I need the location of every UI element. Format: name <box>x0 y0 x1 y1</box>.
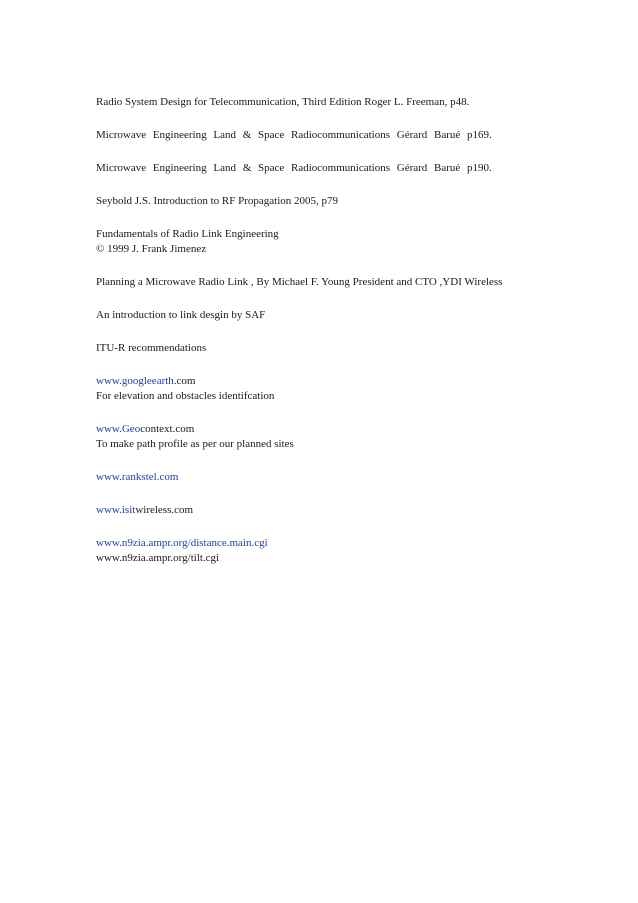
reference-freeman: Radio System Design for Telecommunication, Third Edition Roger L. Freeman, p48. <box>96 96 470 108</box>
rankstel-line <box>96 470 576 485</box>
reference-list <box>96 95 576 566</box>
geocontext-link-suffix: context.com <box>140 423 195 435</box>
geocontext-link[interactable]: www.Geo <box>96 423 141 435</box>
n9zia-tilt-line: www.n9zia.ampr.org/tilt.cgi <box>96 552 220 564</box>
googleearth-description: For elevation and obstacles identifcation <box>96 390 275 402</box>
isitwireless-link[interactable]: www.isit <box>96 504 136 516</box>
googleearth-link[interactable]: www.googleearth <box>96 375 174 387</box>
reference-saf: An introduction to link desgin by SAF <box>96 309 266 321</box>
reference-itu-r: ITU-R recommendations <box>96 342 207 354</box>
googleearth-link-suffix: .com <box>173 375 196 387</box>
n9zia-distance-link[interactable]: www.n9zia.ampr.org/distance.main.cgi <box>96 537 268 549</box>
reference-jimenez-title: Fundamentals of Radio Link Engineering <box>96 228 279 240</box>
n9zia-distance-line <box>96 536 576 551</box>
reference-young: Planning a Microwave Radio Link , By Michael F. Young President and CTO ,YDI Wireless <box>96 276 503 288</box>
googleearth-line <box>96 374 576 389</box>
geocontext-description: To make path profile as per our planned sites <box>96 438 294 450</box>
isitwireless-line <box>96 503 576 518</box>
rankstel-link[interactable]: www.rankstel.com <box>96 471 179 483</box>
reference-seybold: Seybold J.S. Introduction to RF Propagation 2005, p79 <box>96 195 338 207</box>
isitwireless-link-suffix: wireless.com <box>135 504 194 516</box>
geocontext-line <box>96 422 576 437</box>
reference-barue-p169: Microwave Engineering Land & Space Radiocommunications Gérard Barué p169. <box>96 129 492 141</box>
reference-jimenez-copyright: © 1999 J. Frank Jimenez <box>96 243 207 255</box>
reference-barue-p190: Microwave Engineering Land & Space Radiocommunications Gérard Barué p190. <box>96 162 492 174</box>
